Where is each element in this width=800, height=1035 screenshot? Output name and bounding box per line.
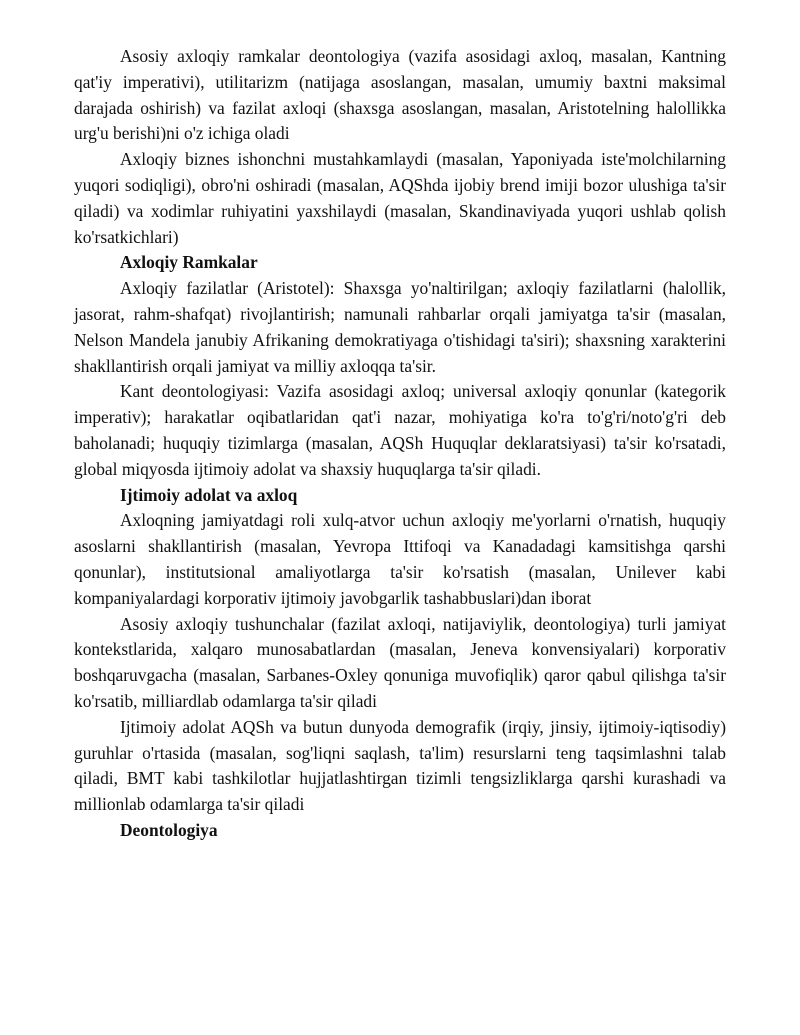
paragraph-kant-deontology: Kant deontologiyasi: Vazifa asosidagi axloq; universal axloqiy qonunlar (kategorik imperativ); harakatlar oqibatlaridan qat'i nazar, mohiyatiga ko'ra to'g'ri/noto'g'ri deb baholanadi; huquqiy tizimlarga (masalan, AQSh Huquqlar deklaratsiyasi) ta'sir ko'rsatadi, global miqyosda ijtimoiy adolat va shaxsiy huquqlarga ta'sir qiladi.: [74, 381, 726, 479]
paragraph-social-justice: Ijtimoiy adolat AQSh va butun dunyoda demografik (irqiy, jinsiy, ijtimoiy-iqtisodiy) guruhlar o'rtasida (masalan, sog'liqni saqlash, ta'lim) resurslarni teng taqsimlashni talab qiladi, BMT kabi tashkilotlar hujjatlashtirgan tizimli tengsizliklarga qarshi kurashadi va millionlab odamlarga ta'sir qiladi: [74, 716, 726, 815]
paragraph-virtue-ethics: Axloqiy fazilatlar (Aristotel): Shaxsga yo'naltirilgan; axloqiy fazilatlarni (halollik, jasorat, rahm-shafqat) rivojlantirish; namunali rahbarlar orqali jamiyatga ta'sir (masalan, Nelson Mandela janubiy Afrikaning demokratiyaga o'tishidagi ta'siri); shaxsning xarakterini shakllantirish orqali jamiyat va milliy axloqqa ta'sir.: [74, 278, 726, 376]
paragraph-role-of-ethics: Axloqning jamiyatdagi roli xulq-atvor uchun axloqiy me'yorlarni o'rnatish, huquqiy asoslarni shakllantirish (masalan, Yevropa Ittifoqi va Kanadadagi kamsitishga qarshi qonunlar), institutsional amaliyotlarga ta'sir ko'rsatish (masalan, Unilever kabi kompaniyalardagi korporativ ijtimoiy javobgarlik tashabbuslari)dan iborat: [74, 510, 726, 608]
paragraph-ethical-frameworks-intro: Asosiy axloqiy ramkalar deontologiya (vazifa asosidagi axloq, masalan, Kantning qat'iy imperativi), utilitarizm (natijaga asoslangan, masalan, umumiy baxtni maksimal darajada oshirish) va fazilat axloqi (shaxsga asoslangan, masalan, Aristotelning halollikka urg'u berishi)ni o'z ichiga oladi: [74, 46, 726, 144]
paragraph-key-concepts: Asosiy axloqiy tushunchalar (fazilat axloqi, natijaviylik, deontologiya) turli jamiyat kontekstlarida, xalqaro munosabatlardan (masalan, Jeneva konvensiyalari) korporativ boshqaruvgacha (masalan, Sarbanes-Oxley qonuniga muvofiqlik) qaror qabul qilishga ta'sir ko'rsatib, milliardlab odamlarga ta'sir qiladi: [74, 613, 726, 711]
heading-ethical-frameworks: Axloqiy Ramkalar: [120, 252, 258, 273]
heading-deontology: Deontologiya: [120, 819, 218, 840]
paragraph-ethical-business: Axloqiy biznes ishonchni mustahkamlaydi (masalan, Yaponiyada iste'molchilarning yuqori sodiqligi), obro'ni oshiradi (masalan, AQShda ijobiy brend imiji bozor ulushiga ta'sir qiladi) va xodimlar ruhiyatini yaxshilaydi (masalan, Skandinaviyada yuqori ushlab qolish ko'rsatkichlari): [74, 149, 726, 247]
heading-social-justice: Ijtimoiy adolat va axloq: [120, 484, 298, 505]
